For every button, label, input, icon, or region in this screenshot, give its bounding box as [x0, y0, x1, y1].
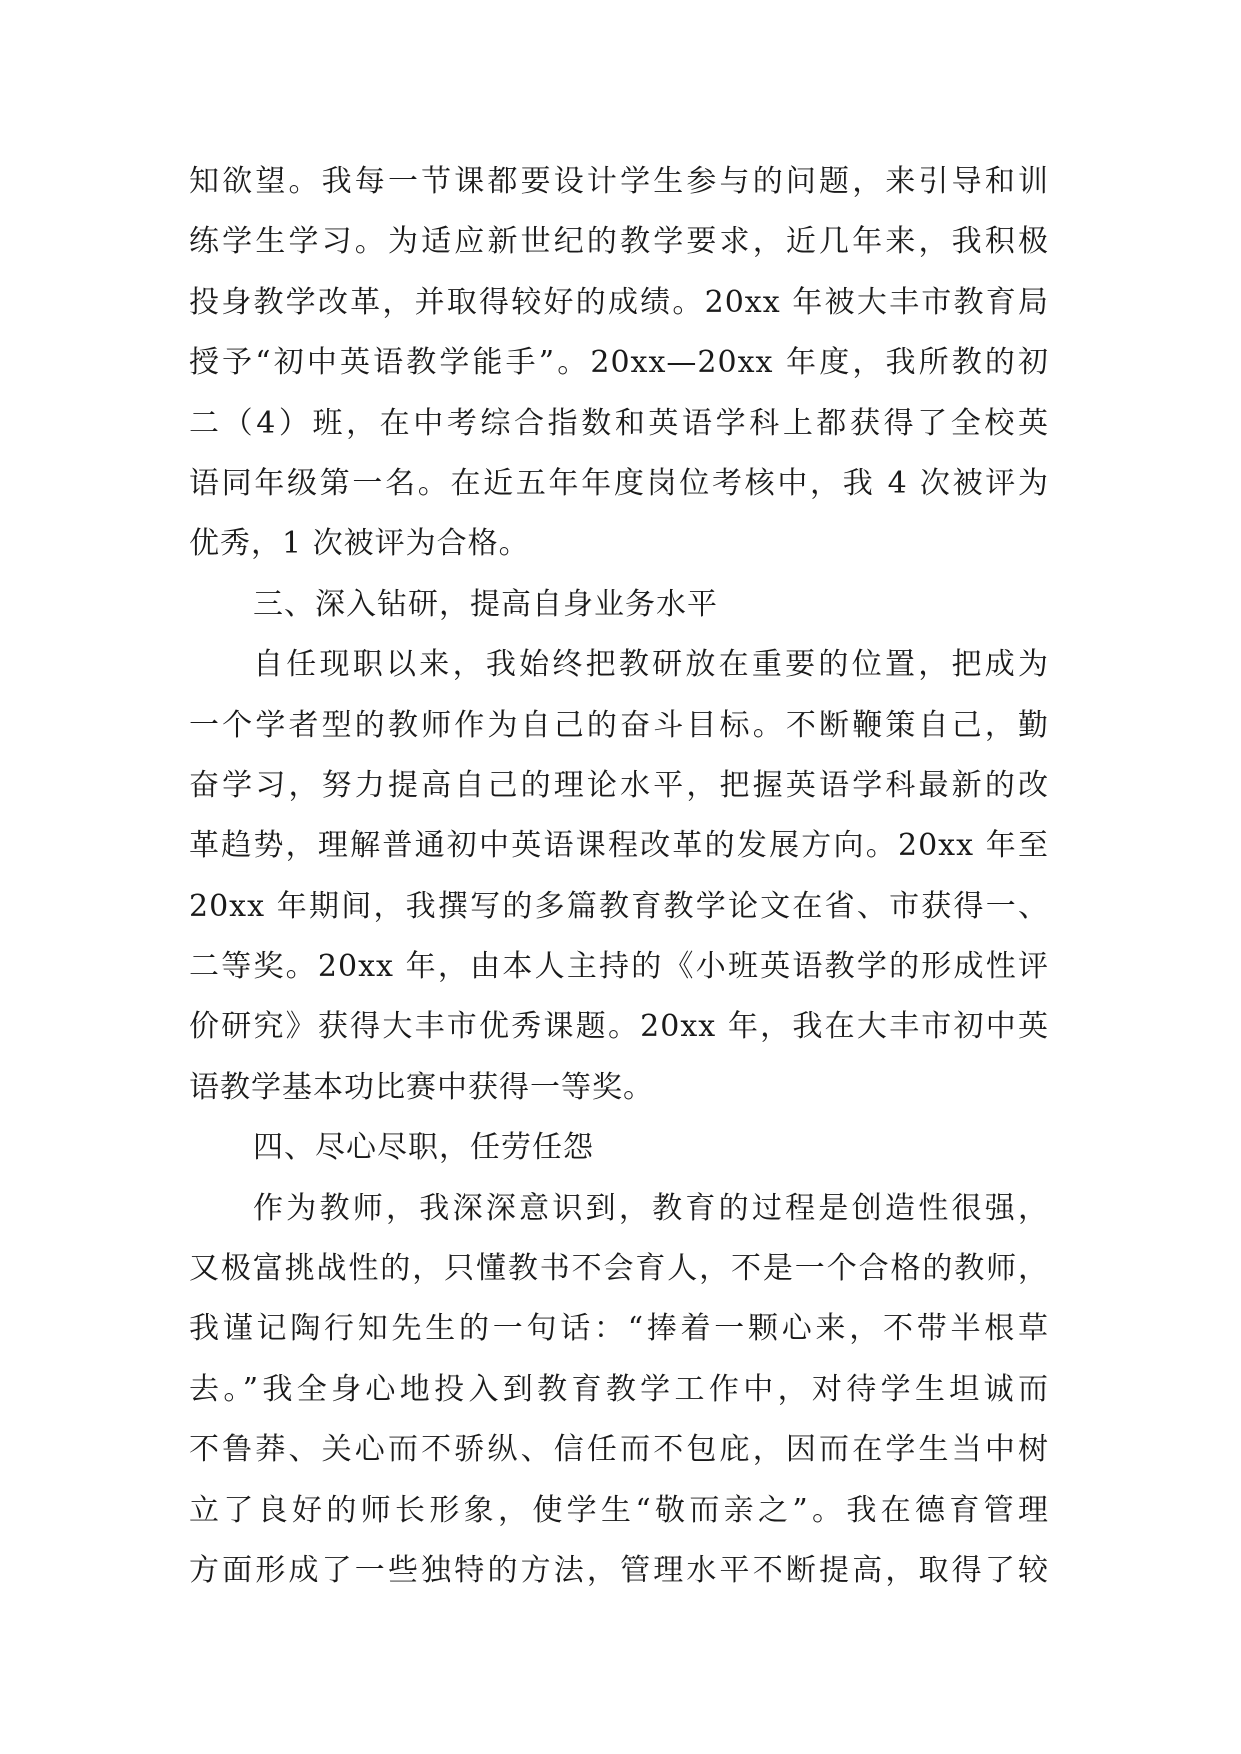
text-line: 语同年级第一名。在近五年年度岗位考核中，我 4 次被评为: [189, 465, 1049, 501]
text-line: 二等奖。20xx 年，由本人主持的《小班英语教学的形成性评: [189, 949, 1049, 985]
text-line: 自任现职以来，我始终把教研放在重要的位置，把成为: [253, 647, 1049, 683]
text-line: 知欲望。我每一节课都要设计学生参与的问题，来引导和训: [189, 164, 1049, 199]
text-line: 投身教学改革，并取得较好的成绩。20xx 年被大丰市教育局: [189, 284, 1049, 320]
section-heading: 四、尽心尽职，任劳任怨: [253, 1130, 594, 1166]
text-line: 又极富挑战性的，只懂教书不会育人，不是一个合格的教师，: [189, 1251, 1049, 1287]
text-line: 作为教师，我深深意识到，教育的过程是创造性很强，: [253, 1190, 1049, 1226]
text-line: 我谨记陶行知先生的一句话：“捧着一颗心来，不带半根草: [189, 1311, 1049, 1347]
text-line: 练学生学习。为适应新世纪的教学要求，近几年来，我积极: [189, 224, 1049, 260]
text-line: 授予“初中英语教学能手”。20xx—20xx 年度，我所教的初: [189, 345, 1049, 381]
text-line: 语教学基本功比赛中获得一等奖。: [189, 1069, 654, 1105]
text-line: 方面形成了一些独特的方法，管理水平不断提高，取得了较: [189, 1552, 1049, 1588]
text-line: 20xx 年期间，我撰写的多篇教育教学论文在省、市获得一、: [189, 888, 1049, 924]
text-line: 不鲁莽、关心而不骄纵、信任而不包庇，因而在学生当中树: [189, 1432, 1049, 1468]
section-heading: 三、深入钻研，提高自身业务水平: [253, 586, 718, 622]
text-line: 价研究》获得大丰市优秀课题。20xx 年，我在大丰市初中英: [189, 1009, 1049, 1045]
text-line: 二（4）班，在中考综合指数和英语学科上都获得了全校英: [189, 405, 1049, 441]
text-line: 优秀，1 次被评为合格。: [189, 526, 530, 562]
text-line: 去。”我全身心地投入到教育教学工作中，对待学生坦诚而: [189, 1371, 1049, 1407]
text-line: 奋学习，努力提高自己的理论水平，把握英语学科最新的改: [189, 767, 1049, 803]
text-line: 革趋势，理解普通初中英语课程改革的发展方向。20xx 年至: [189, 828, 1049, 864]
text-line: 立了良好的师长形象，使学生“敬而亲之”。我在德育管理: [189, 1492, 1049, 1528]
body-text: [189, 152, 1049, 1601]
text-line: 一个学者型的教师作为自己的奋斗目标。不断鞭策自己，勤: [189, 707, 1049, 743]
